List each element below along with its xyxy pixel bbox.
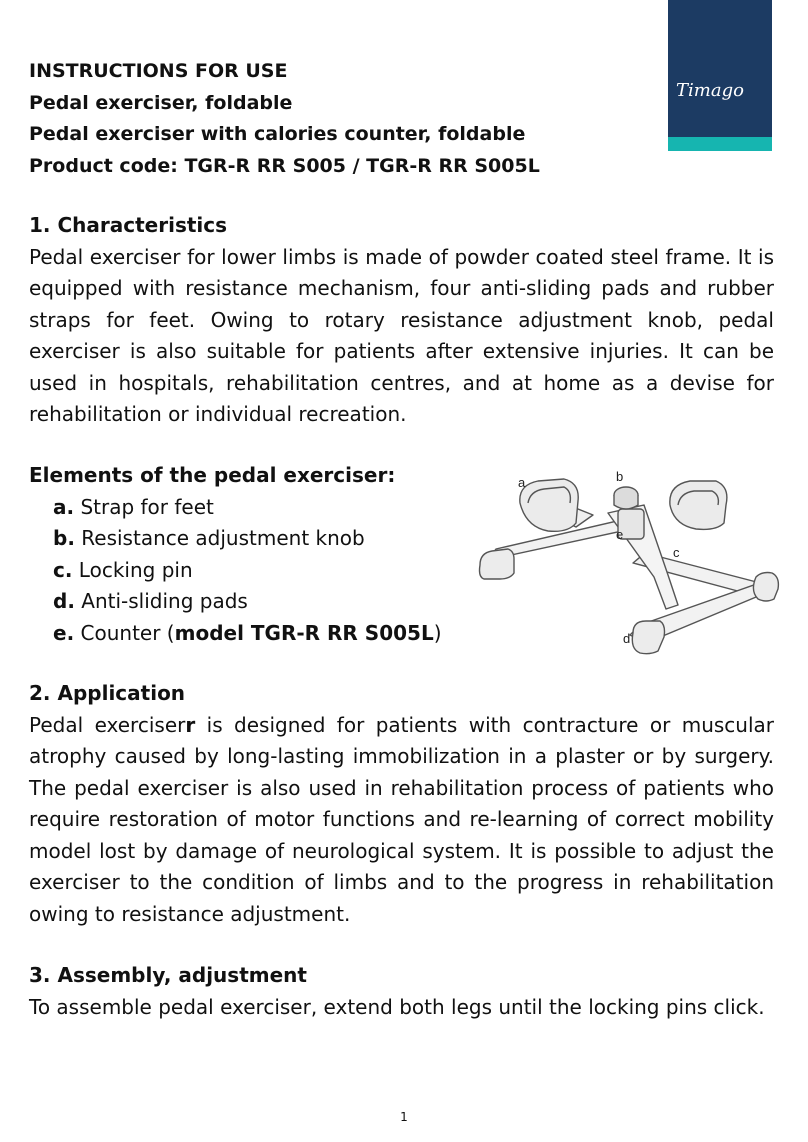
list-item — [29, 555, 469, 587]
header-product-name: Pedal exerciser, foldable — [29, 91, 293, 114]
elements-title: Elements of the pedal exerciser: — [29, 463, 396, 487]
item-letter: d. — [53, 589, 75, 613]
item-text: Strap for feet — [74, 494, 214, 519]
item-model: model TGR-R RR S005L — [174, 620, 434, 645]
item-text: Locking pin — [72, 557, 193, 582]
logo-wordmark: Timago — [676, 80, 744, 101]
header-product-code: Product code: TGR-R RR S005 / TGR-R RR S005L — [29, 154, 540, 177]
header-title: INSTRUCTIONS FOR USE — [29, 60, 288, 82]
list-item — [29, 586, 469, 618]
page-number: 1 — [400, 1110, 408, 1124]
list-item — [29, 492, 469, 524]
label-e: e — [616, 527, 624, 542]
body-text: Pedal exerciser — [29, 712, 186, 737]
label-d: d — [623, 631, 631, 646]
item-letter: e. — [53, 620, 75, 645]
item-text: Resistance adjustment knob — [74, 526, 365, 550]
elements-list — [29, 460, 469, 649]
item-letter: b. — [53, 526, 75, 550]
item-letter: c. — [53, 557, 73, 582]
section-body: To assemble pedal exerciser, extend both legs until the locking pins click. — [29, 994, 765, 1019]
section-title: 2. Application — [29, 681, 186, 705]
item-text: Counter ( — [74, 620, 175, 645]
logo-stripe — [668, 137, 772, 151]
item-text-after: ) — [433, 620, 442, 645]
list-item — [29, 618, 469, 650]
body-bold: r — [185, 712, 196, 737]
section-body — [29, 710, 774, 931]
section-assembly — [29, 960, 774, 1023]
label-a: a — [518, 475, 526, 490]
label-c: c — [673, 545, 680, 560]
label-b: b — [616, 469, 624, 484]
section-characteristics — [29, 210, 774, 431]
item-letter: a. — [53, 494, 75, 519]
list-item — [29, 523, 469, 555]
section-title: 1. Characteristics — [29, 213, 228, 237]
pedal-exerciser-illustration — [468, 465, 788, 675]
section-title: 3. Assembly, adjustment — [29, 963, 307, 987]
brand-logo — [668, 0, 772, 151]
header-product-variant: Pedal exerciser with calories counter, foldable — [29, 123, 526, 145]
section-application — [29, 678, 774, 930]
item-text: Anti-sliding pads — [74, 589, 248, 613]
section-body: Pedal exerciser for lower limbs is made of powder coated steel frame. It is equipped with resistance mechanism, four anti-sliding pads and rubber straps for feet. Owing to rotary resistance adjustment knob, pedal exerciser is also suitable for patients after extensive injuries. It can be used in hospitals, rehabilitation centres, and at home as a devise for rehabilitation or individual recreation. — [29, 244, 774, 426]
body-text-rest: is designed for patients with contracture or muscular atrophy caused by long-lasting immobilization in a plaster or by surgery. The pedal exerciser is also used in rehabilitation process of patients who require restoration of motor functions and re-learning of correct mobility model lost by damage of neurological system. It is possible to adjust the exerciser to the condition of limbs and to the progress in rehabilitation owing to resistance adjustment. — [29, 712, 774, 926]
document-header — [29, 56, 589, 182]
